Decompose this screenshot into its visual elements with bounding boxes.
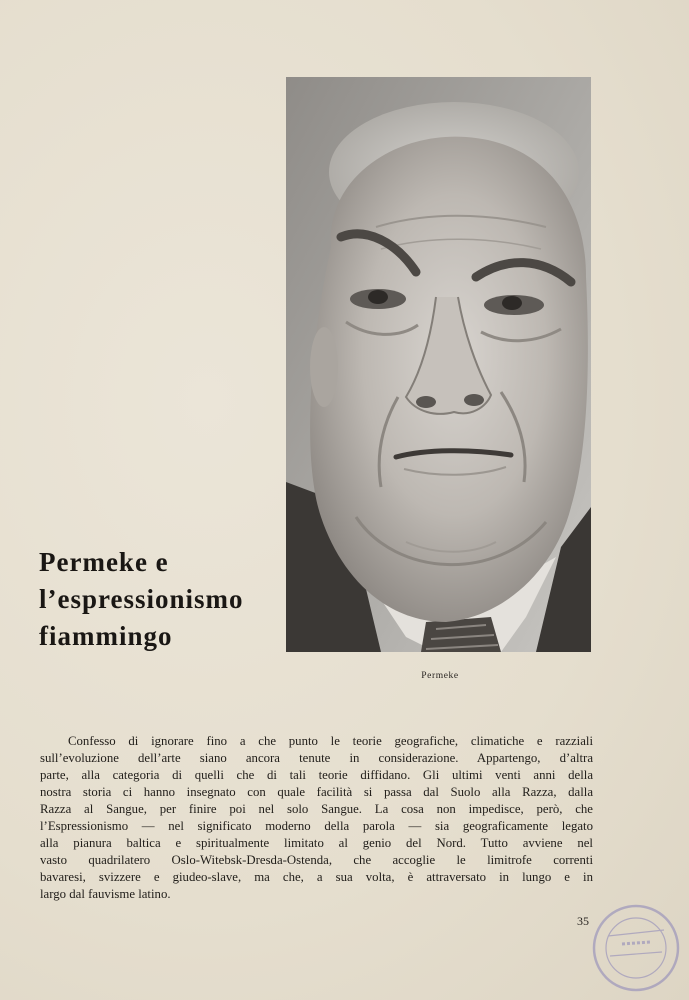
body-line: alla pianura baltica e spiritualmente limitato al genio del Nord. Tutto avviene nel bbox=[40, 836, 593, 850]
title-line: l’espressionismo bbox=[39, 584, 244, 614]
body-line: Razza al Sangue, per finire poi nel solo Sangue. La cosa non impedisce, però, che bbox=[40, 802, 593, 816]
title-line: fiammingo bbox=[39, 621, 173, 651]
body-line: nostra storia ci hanno insegnato con quale facilità si passa dal Suolo alla Razza, dalla bbox=[40, 785, 593, 799]
body-line: largo dal fauvisme latino. bbox=[40, 887, 171, 901]
body-line: bavaresi, svizzere e giudeo-slave, ma che, a sua volta, è attraversato in lungo e in bbox=[40, 870, 593, 884]
body-line: sull’evoluzione dell’arte siano ancora tenute in considerazione. Appartengo, d’altra bbox=[40, 751, 593, 765]
body-line: vasto quadrilatero Oslo-Witebsk-Dresda-Ostenda, che accoglie le limitrofe correnti bbox=[40, 853, 593, 867]
photo-caption: Permeke bbox=[421, 671, 459, 681]
body-line: parte, alla categoria di quelli che di tali teorie diffidano. Gli ultimi venti anni della bbox=[40, 768, 593, 782]
library-stamp-icon bbox=[588, 900, 684, 996]
page-number: 35 bbox=[577, 914, 589, 928]
portrait-photo bbox=[286, 77, 591, 652]
article-title bbox=[39, 544, 289, 655]
title-line: Permeke e bbox=[39, 547, 169, 577]
portrait-image bbox=[286, 77, 591, 652]
article-body bbox=[40, 733, 593, 903]
body-line: Confesso di ignorare fino a che punto le teorie geografiche, climatiche e razziali bbox=[68, 734, 593, 748]
body-line: l’Espressionismo — nel significato moderno della parola — sia geograficamente legato bbox=[40, 819, 593, 833]
